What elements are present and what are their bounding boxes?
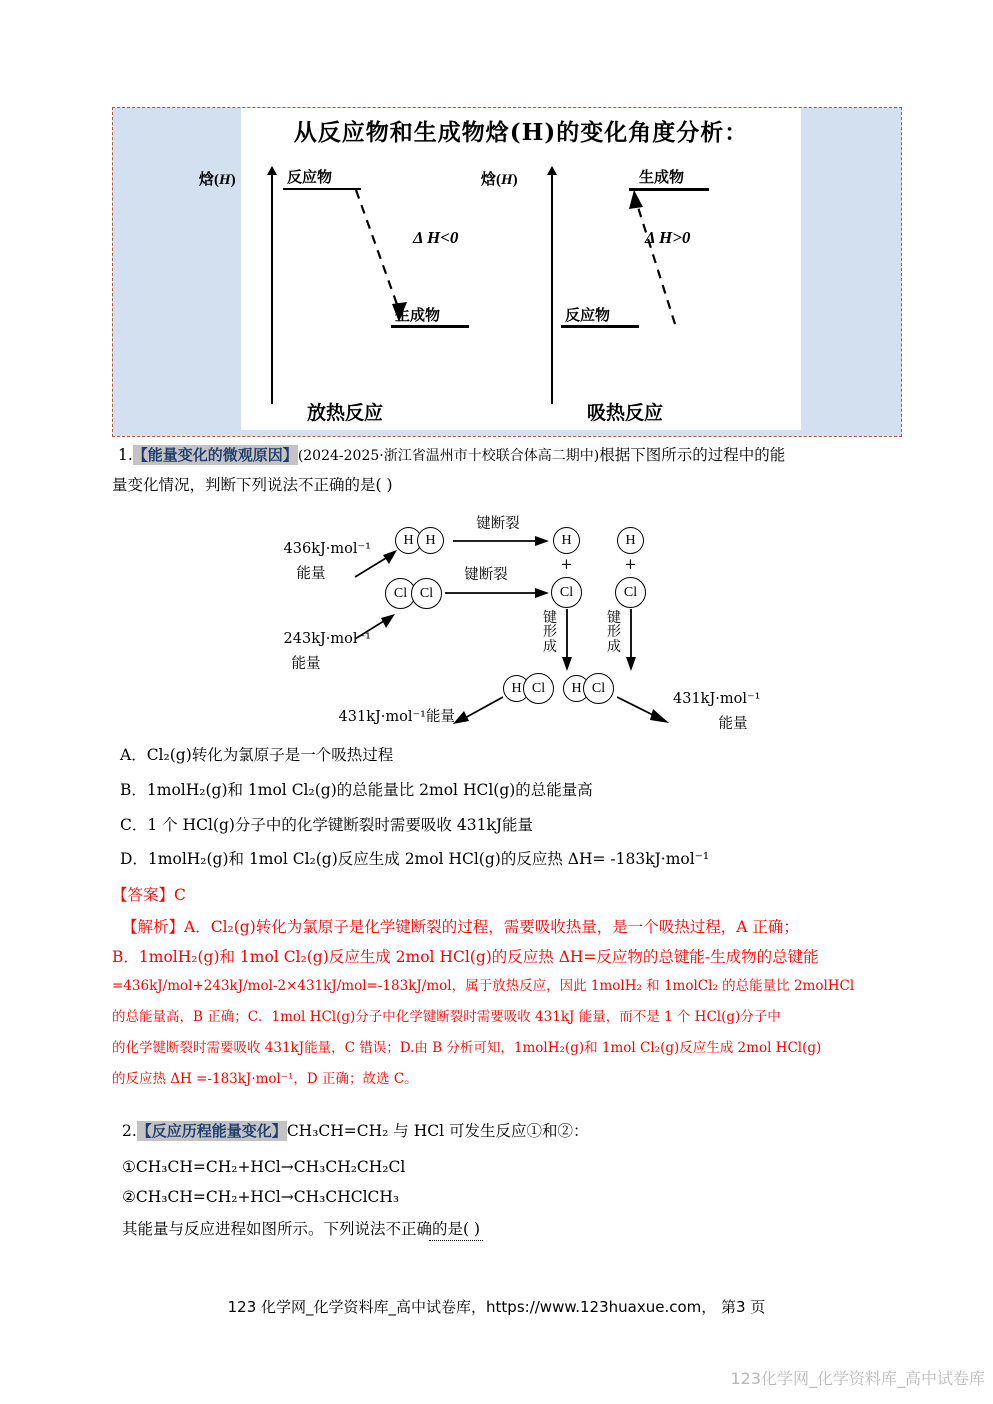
atom-cl-2: Cl xyxy=(411,578,442,609)
q2-line1 xyxy=(122,1124,588,1140)
bond-break-label-1: 键断裂 xyxy=(476,516,520,532)
h2-bond-energy-word: 能量 xyxy=(296,566,326,582)
q1-option-a: A．Cl₂(g)转化为氯原子是一个吸热过程 xyxy=(120,746,394,764)
page-footer: 123 化学网_化学资料库_高中试卷库，https://www.123huaxue.com， 第3 页 xyxy=(227,1298,766,1316)
atom-cl-1: Cl xyxy=(385,578,416,609)
q2-reaction-2: ②CH₃CH=CH₂+HCl→CH₃CHClCH₃ xyxy=(122,1188,400,1206)
atom-h-free-1: H xyxy=(553,527,580,554)
bond-break-arrow-1-icon xyxy=(453,535,551,549)
atom-cl-product-1: Cl xyxy=(523,673,554,704)
q1-option-c: C．1 个 HCl(g)分子中的化学键断裂时需要吸收 431kJ能量 xyxy=(120,816,534,834)
q1-explain-line-6: 的反应热 ΔH =-183kJ·mol⁻¹，D 正确；故选 C。 xyxy=(112,1071,418,1087)
q2-reaction-1: ①CH₃CH=CH₂+HCl→CH₃CH₂CH₂Cl xyxy=(122,1158,406,1176)
cl2-bond-energy: 243kJ·mol⁻¹ xyxy=(283,631,371,647)
q2-tag: 【反应历程能量变化】 xyxy=(136,1122,287,1140)
bond-energy-figure xyxy=(255,505,775,740)
energy-out-right-word: 能量 xyxy=(718,716,748,732)
figure-canvas xyxy=(199,108,801,430)
left-axis-label: 焓(H) xyxy=(199,172,236,188)
bond-form-arrow-1-icon xyxy=(561,609,575,673)
right-reactant-label: 反应物 xyxy=(565,308,611,324)
bond-break-arrow-2-icon xyxy=(445,587,551,601)
bond-form-label-2: 键 形 成 xyxy=(607,610,621,655)
atom-cl-free-1: Cl xyxy=(551,577,582,608)
right-product-level xyxy=(629,188,709,191)
left-product-level xyxy=(391,325,469,328)
q1-explain-line-1 xyxy=(122,920,799,936)
left-axis-line xyxy=(271,174,273,404)
q1-line1 xyxy=(118,448,785,464)
figure-title: 从反应物和生成物焓(H)的变化角度分析： xyxy=(293,119,749,146)
atom-h-1: H xyxy=(395,527,422,554)
answer-label: 【答案】 xyxy=(112,886,175,904)
q1-explain-line-3: =436kJ/mol+243kJ/mol-2×431kJ/mol=-183kJ/mol，属于放热反应，因此 1molH₂ 和 1molCl₂ 的总能量比 2molHCl xyxy=(112,978,855,994)
left-reactant-label: 反应物 xyxy=(287,170,333,186)
watermark: 123化学网_化学资料库_高中试卷库 xyxy=(730,1369,985,1388)
q1-number: 1. xyxy=(118,446,133,464)
left-delta-h-label: Δ H<0 xyxy=(413,228,459,247)
q2-stem: CH₃CH=CH₂ 与 HCl 可发生反应①和②： xyxy=(286,1122,589,1140)
q1-explain-line-5: 的化学键断裂时需要吸收 431kJ能量，C 错误；D.由 B 分析可知，1molH₂(g)和 1mol Cl₂(g)反应生成 2mol HCl(g) xyxy=(112,1040,822,1056)
q1-explain-line-2: B．1molH₂(g)和 1mol Cl₂(g)反应生成 2mol HCl(g)的反应热 ΔH=反应物的总键能-生成物的总键能 xyxy=(112,948,819,966)
right-caption: 吸热反应 xyxy=(587,403,664,424)
h2-bond-energy: 436kJ·mol⁻¹ xyxy=(283,541,371,557)
explain-label: 【解析】 xyxy=(122,918,185,936)
bond-form-arrow-2-icon xyxy=(625,609,639,673)
q1-source: (2024-2025·浙江省温州市十校联合体高二期中) xyxy=(297,448,600,464)
q2-stem-2: 其能量与反应进程如图所示。下列说法不正确的是( ) xyxy=(122,1220,481,1238)
explain-text-1: A．Cl₂(g)转化为氯原子是化学键断裂的过程，需要吸收热量，是一个吸热过程，A 正确； xyxy=(184,918,799,936)
right-delta-h-label: Δ H>0 xyxy=(645,228,691,247)
q1-line2: 量变化情况，判断下列说法不正确的是( ) xyxy=(112,476,393,494)
q1-explain-line-4: 的总能量高，B 正确；C．1mol HCl(g)分子中化学键断裂时需要吸收 431kJ 能量，而不是 1 个 HCl(g)分子中 xyxy=(112,1009,781,1025)
q1-option-b: B．1molH₂(g)和 1mol Cl₂(g)的总能量比 2mol HCl(g)的总能量高 xyxy=(120,781,593,799)
q1-answer-line xyxy=(112,888,186,904)
energy-out-right-label: 431kJ·mol⁻¹ xyxy=(673,691,761,707)
q2-number: 2. xyxy=(122,1122,137,1140)
answer-value: C xyxy=(174,886,186,904)
enthalpy-change-figure xyxy=(112,107,902,437)
bond-form-label-1: 键 形 成 xyxy=(543,610,557,655)
q1-tag: 【能量变化的微观原因】 xyxy=(132,446,298,464)
right-product-label: 生成物 xyxy=(639,170,685,186)
atom-h-product-1: H xyxy=(503,675,530,702)
right-endothermic-arrow-icon xyxy=(627,182,697,332)
energy-out-right-arrow-icon xyxy=(617,695,673,727)
plus-sign-2: + xyxy=(624,557,637,573)
left-caption: 放热反应 xyxy=(307,403,384,424)
left-product-label: 生成物 xyxy=(395,308,441,324)
q2-emphasis-underline xyxy=(429,1240,483,1241)
plus-sign-1: + xyxy=(560,557,573,573)
q1-stem-line1: 根据下图所示的过程中的能 xyxy=(599,446,786,464)
atom-h-2: H xyxy=(417,527,444,554)
right-axis-label: 焓(H) xyxy=(481,172,518,188)
atom-h-free-2: H xyxy=(617,527,644,554)
atom-cl-product-2: Cl xyxy=(583,673,614,704)
q1-option-d: D．1molH₂(g)和 1mol Cl₂(g)反应生成 2mol HCl(g)的反应热 ΔH= -183kJ·mol⁻¹ xyxy=(120,850,710,868)
cl2-bond-energy-word: 能量 xyxy=(291,656,321,672)
right-axis-line xyxy=(551,174,553,404)
left-reactant-level xyxy=(283,188,361,190)
energy-out-left-arrow-icon xyxy=(451,695,507,727)
bond-break-label-2: 键断裂 xyxy=(464,567,508,583)
energy-out-left-label: 431kJ·mol⁻¹能量 xyxy=(338,709,455,725)
atom-h-product-2: H xyxy=(563,675,590,702)
atom-cl-free-2: Cl xyxy=(615,577,646,608)
